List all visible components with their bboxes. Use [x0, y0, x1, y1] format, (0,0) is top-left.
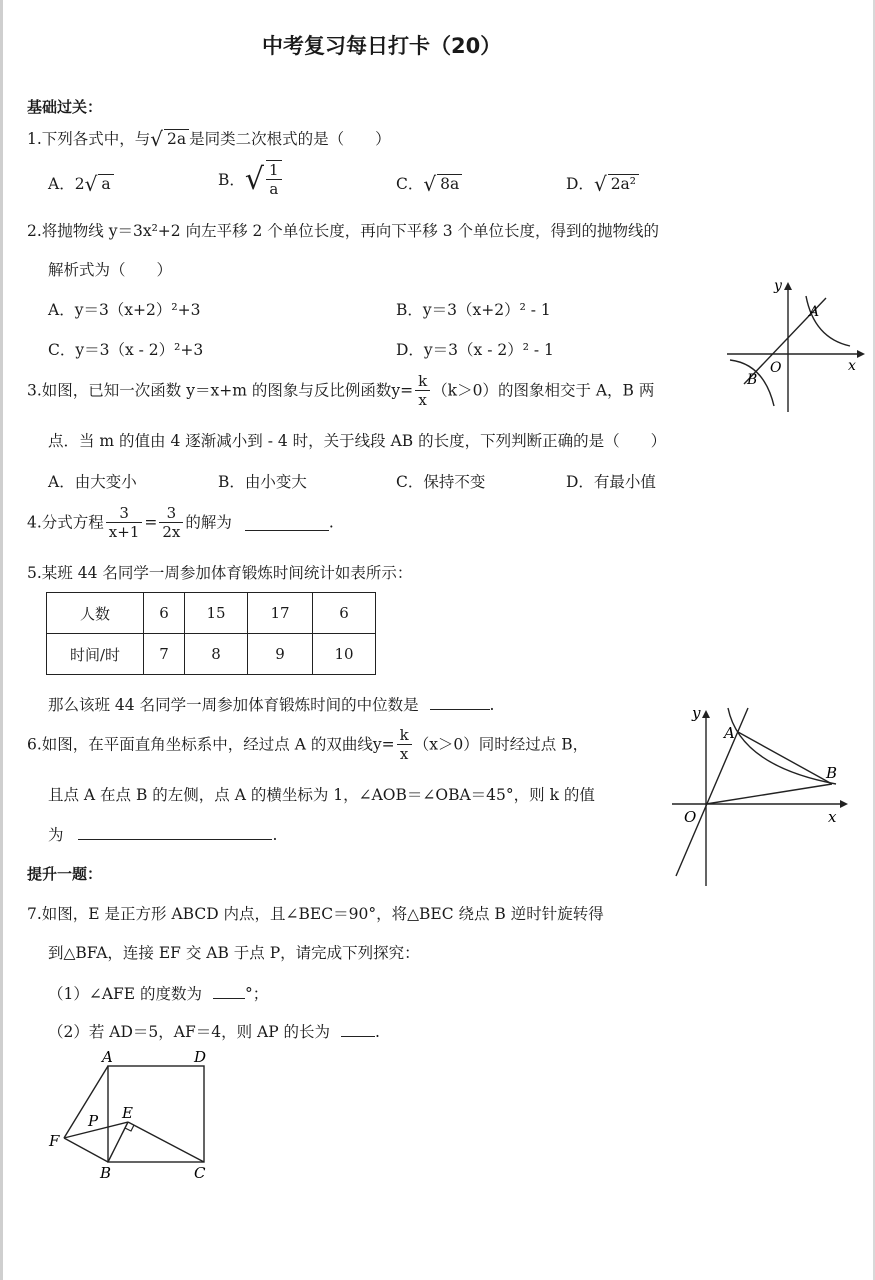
figure-label-a: A: [102, 1048, 113, 1066]
q4-suffix: 的解为: [185, 513, 232, 532]
sqrt-sign: √: [423, 172, 437, 196]
question-6-line-3: [48, 823, 277, 846]
segment-ec: [128, 1122, 204, 1162]
figure-label-e: E: [122, 1104, 133, 1122]
q2-option-c: C．y＝3（x - 2）²+3: [48, 341, 204, 359]
question-6-line-2: 且点 A 在点 B 的左侧，点 A 的横坐标为 1，∠AOB＝∠OBA＝45°，则 k 的值: [48, 786, 595, 804]
q1-option-c-label: C．: [396, 175, 424, 193]
table-cell: 9: [248, 634, 313, 675]
q7-sub2-suffix: .: [375, 1023, 380, 1041]
q4-fraction-left-denominator: x+1: [106, 522, 143, 541]
sqrt-sign: √: [84, 172, 98, 196]
y-axis-arrow: [702, 710, 710, 718]
q6-end: .: [272, 826, 278, 844]
q4-fraction-left-numerator: 3: [119, 504, 129, 522]
q6-text-after: 同时经过点 B，: [478, 735, 589, 754]
question-3-line-2: 点．当 m 的值由 4 逐渐减小到 - 4 时，关于线段 AB 的长度，下列判断正确的是（ ）: [48, 432, 667, 450]
q7-subquestion-2: [48, 1020, 380, 1043]
sqrt-sign: √: [150, 127, 164, 151]
q7-subquestion-1: [48, 982, 268, 1005]
question-5: 5.某班 44 名同学一周参加体育锻炼时间统计如表所示：: [27, 564, 413, 582]
q3-option-d: D．有最小值: [566, 473, 656, 491]
q1-option-a-radicand: a: [98, 174, 113, 193]
q3-fraction: [415, 372, 430, 409]
q1-text-before: 1.下列各式中，与: [27, 130, 151, 148]
figure-label-p: P: [88, 1112, 99, 1130]
q1-option-a-coef: 2: [74, 175, 85, 193]
q1-option-d-label: D．: [566, 175, 594, 193]
q1-option-b-fraction: [266, 160, 282, 198]
x-axis-arrow: [840, 800, 848, 808]
q4-answer-blank: [245, 514, 329, 531]
q7-sub1-suffix: °；: [244, 985, 269, 1003]
question-2-line-2: 解析式为（ ）: [48, 261, 173, 279]
q4-fraction-right-numerator: 3: [166, 504, 177, 522]
q1-radicand: 2a: [164, 129, 189, 148]
q4-end: .: [328, 513, 334, 532]
q2-option-d: D．y＝3（x - 2）² - 1: [396, 341, 554, 359]
table-row: [47, 634, 376, 675]
q6-fraction: [397, 726, 412, 763]
figure-label-o: O: [684, 808, 697, 826]
x-axis-arrow: [857, 350, 865, 358]
q3-condition: （k＞0）: [432, 381, 498, 400]
q3-option-b: B．由小变大: [218, 473, 307, 491]
q4-prefix: 4.分式方程: [27, 513, 104, 532]
q1-option-c: [396, 172, 462, 196]
q1-option-a: [48, 172, 114, 196]
q1-option-b-label: B．: [218, 171, 245, 189]
table-row: [47, 593, 376, 634]
q1-option-d: [566, 172, 639, 196]
q6-answer-blank: [78, 823, 272, 840]
question-6-line-1: [27, 726, 588, 763]
question-7-line-1: 7.如图，E 是正方形 ABCD 内点，且∠BEC＝90°，将△BEC 绕点 B 逆时针旋转得: [27, 905, 604, 923]
table-cell: 8: [185, 634, 248, 675]
q3-figure-graph: [722, 276, 867, 416]
section-advanced-heading: 提升一题：: [27, 865, 103, 883]
segment-fb: [64, 1138, 108, 1162]
q7-sub2-blank: [341, 1020, 375, 1037]
question-2-line-1: 2.将抛物线 y＝3x²+2 向左平移 2 个单位长度，再向下平移 3 个单位长度，得到的抛物线的: [27, 222, 659, 240]
q3-fraction-denominator: x: [415, 390, 430, 409]
figure-label-a: A: [724, 724, 735, 742]
q7-sub2-text: （2）若 AD＝5，AF＝4，则 AP 的长为: [48, 1023, 331, 1041]
question-3-line-1: [27, 372, 654, 409]
table-cell: 6: [313, 593, 376, 634]
figure-label-y: y: [774, 278, 782, 294]
figure-label-b: B: [826, 764, 838, 782]
table-cell: 时间/时: [47, 634, 144, 675]
q2-option-a: A．y＝3（x+2）²+3: [48, 301, 201, 319]
figure-label-a: A: [809, 304, 820, 320]
q4-fraction-right-denominator: 2x: [159, 522, 183, 541]
q6-fraction-numerator: k: [399, 726, 409, 744]
q6-fraction-denominator: x: [397, 744, 412, 763]
figure-label-o: O: [770, 360, 782, 376]
q2-option-b: B．y＝3（x+2）² - 1: [396, 301, 551, 319]
table-cell: 10: [313, 634, 376, 675]
q6-figure-graph: [668, 700, 850, 890]
table-cell: 15: [185, 593, 248, 634]
section-basic-heading: 基础过关：: [27, 98, 103, 116]
q1-text-after: 是同类二次根式的是（ ）: [189, 130, 391, 148]
figure-label-c: C: [194, 1164, 206, 1182]
q1-option-a-label: A．: [48, 175, 75, 193]
figure-label-x: x: [848, 358, 856, 374]
sqrt-sign: √: [244, 161, 265, 197]
q4-equals: =: [144, 513, 158, 532]
y-axis-arrow: [784, 282, 792, 290]
question-1: [27, 128, 391, 150]
q1-option-d-radicand: 2a²: [608, 174, 639, 193]
q6-condition: （x＞0）: [413, 735, 479, 754]
q5-follow-up: [48, 693, 494, 716]
page-title: 中考复习每日打卡（20）: [262, 34, 502, 58]
q3-text-after: 的图象相交于 A，B 两: [497, 381, 655, 400]
hyperbola: [728, 708, 836, 784]
q5-end: .: [489, 696, 495, 714]
figure-label-x: x: [828, 808, 837, 826]
question-7-line-2: 到△BFA，连接 EF 交 AB 于点 P，请完成下列探究：: [48, 944, 420, 962]
sqrt-sign: √: [593, 172, 607, 196]
figure-label-f: F: [49, 1132, 60, 1150]
table-cell: 人数: [47, 593, 144, 634]
segment-af: [64, 1066, 108, 1138]
table-cell: 7: [144, 634, 185, 675]
q3-option-a: A．由大变小: [48, 473, 137, 491]
figure-label-d: D: [194, 1048, 207, 1066]
q6-frac-lhs: y=: [372, 735, 395, 754]
q6-text-before: 6.如图，在平面直角坐标系中，经过点 A 的双曲线: [27, 735, 373, 754]
q7-figure-square: [44, 1046, 224, 1182]
line-oa: [676, 708, 748, 876]
q1-option-b-denominator: a: [266, 179, 282, 198]
segment-ob: [706, 784, 832, 804]
segment-ab: [738, 732, 832, 784]
q1-option-b: [218, 160, 284, 198]
q5-follow-up-text: 那么该班 44 名同学一周参加体育锻炼时间的中位数是: [48, 696, 419, 714]
figure-label-b: B: [100, 1164, 112, 1182]
figure-label-y: y: [692, 704, 701, 722]
q7-sub1-text: （1）∠AFE 的度数为: [48, 985, 203, 1003]
q1-option-b-numerator: 1: [269, 161, 279, 179]
q3-frac-lhs: y=: [391, 381, 414, 400]
q7-sub1-blank: [213, 982, 245, 999]
figure-label-b: B: [747, 372, 758, 388]
table-cell: 6: [144, 593, 185, 634]
q5-answer-blank: [430, 693, 490, 710]
q5-statistics-table: [46, 592, 376, 675]
question-4: [27, 504, 334, 541]
table-cell: 17: [248, 593, 313, 634]
q3-fraction-numerator: k: [418, 372, 428, 390]
q1-option-c-radicand: 8a: [437, 174, 462, 193]
q6-line-3-text: 为: [48, 826, 64, 844]
q3-text-before: 3.如图，已知一次函数 y＝x+m 的图象与反比例函数: [27, 381, 392, 400]
q4-fraction-left: [106, 504, 143, 541]
q3-option-c: C．保持不变: [396, 473, 486, 491]
left-page-edge: [0, 0, 3, 1280]
q4-fraction-right: [159, 504, 183, 541]
